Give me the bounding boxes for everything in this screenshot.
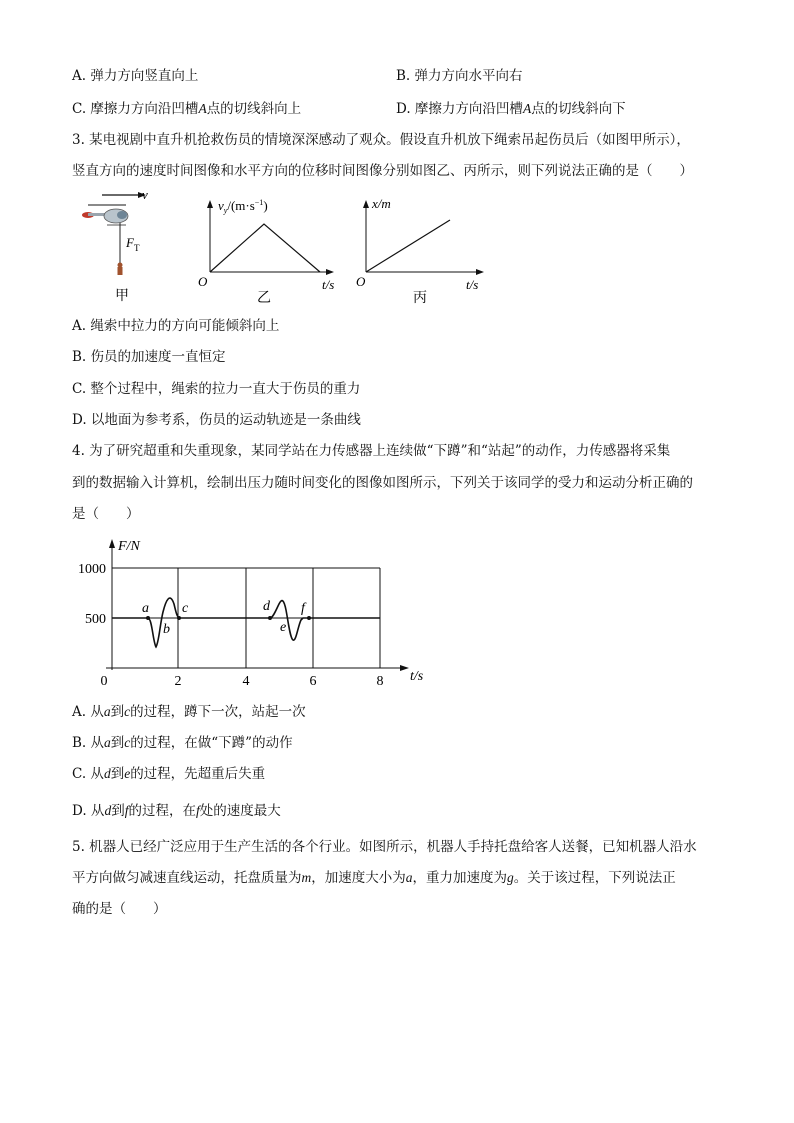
yi-y-label: $v_y/(m\cdot s^{-1})$ — [218, 198, 268, 215]
q4-option-d-post: 处的速度最大 — [199, 803, 281, 819]
q2-option-d — [396, 100, 626, 118]
q4-option-d-p3: f — [195, 803, 200, 818]
caption-jia: 甲 — [115, 289, 129, 304]
q5-var-m: m — [301, 870, 312, 885]
q4-point-d: d — [263, 599, 270, 614]
q3-figure-jia — [80, 185, 170, 310]
q2-option-d-tail: 点的切线斜向下 — [531, 101, 626, 117]
yi-x-label: t/s — [322, 277, 335, 292]
q4-option-b-p1: a — [104, 735, 111, 750]
q2-option-d-point: A — [522, 101, 532, 116]
q4-point-a: a — [142, 601, 149, 616]
tension-label: $F_T$ — [126, 235, 140, 253]
q4-x-tick-0: 0 — [100, 674, 108, 689]
q5-stem-2b: ，加速度大小为 — [311, 870, 406, 886]
yi-x-arrow — [326, 269, 334, 275]
q5-stem-line-2 — [72, 869, 676, 887]
q4-option-a-p2: c — [124, 704, 131, 719]
q4-stem-line-3: 是（ ） — [72, 506, 140, 522]
q3-stem-line-2: 竖直方向的速度时间图像和水平方向的位移时间图像分别如图乙、丙所示，则下列说法正确的是（ ） — [72, 163, 693, 179]
q4-option-c — [72, 765, 265, 783]
caption-yi: 乙 — [257, 291, 271, 306]
q4-option-a-p1: a — [103, 704, 111, 719]
q4-option-a-pre: A. 从 — [72, 704, 104, 720]
q2-option-a: A. 弹力方向竖直向上 — [72, 68, 199, 84]
q5-var-a: a — [405, 870, 413, 885]
q4-option-d-p1: d — [104, 803, 112, 818]
q4-option-d-p2: f — [124, 803, 129, 818]
q3-option-d: D. 以地面为参考系，伤员的运动轨迹是一条曲线 — [72, 412, 361, 428]
bing-y-arrow — [363, 200, 369, 208]
q4-option-a-post: 的过程，蹲下一次，站起一次 — [130, 704, 306, 720]
q4-option-c-pre: C. 从 — [72, 766, 104, 782]
yi-velocity-curve — [210, 224, 320, 272]
q4-x-tick-4: 4 — [242, 674, 250, 689]
caption-bing: 丙 — [413, 291, 427, 306]
q4-point-f: f — [301, 601, 305, 616]
q3-option-c: C. 整个过程中，绳索的拉力一直大于伤员的重力 — [72, 381, 361, 397]
q2-option-c-text: C. 摩擦力方向沿凹槽 — [72, 101, 199, 117]
q5-stem-2c: ，重力加速度为 — [412, 870, 507, 886]
q4-option-b-post: 的过程，在做“下蹲”的动作 — [130, 735, 293, 751]
q4-option-d — [72, 802, 281, 820]
q4-option-d-mid: 到 — [111, 803, 125, 819]
q5-var-g: g — [507, 870, 514, 885]
q2-option-c-tail: 点的切线斜向上 — [206, 101, 302, 117]
yi-origin-label: O — [198, 274, 208, 289]
q4-point-e: e — [280, 620, 287, 635]
q2-option-c-point: A — [198, 101, 207, 116]
q2-option-c — [72, 100, 301, 118]
q3-stem-line-1: 3. 某电视剧中直升机抢救伤员的情境深深感动了观众。假设直升机放下绳索吊起伤员后（如图甲所示）， — [72, 132, 690, 148]
q4-y-tick-1000: 1000 — [78, 562, 106, 577]
q4-x-tick-8: 8 — [376, 674, 384, 689]
q3-figure-bing — [352, 190, 492, 310]
velocity-label: v — [142, 187, 148, 202]
q4-x-tick-2: 2 — [174, 674, 182, 689]
q4-force-time-graph — [60, 530, 440, 695]
q4-option-c-p1: d — [103, 766, 111, 781]
q4-point-b: b — [163, 622, 170, 637]
q4-x-tick-6: 6 — [309, 674, 317, 689]
bing-x-label: t/s — [466, 277, 479, 292]
yi-y-arrow — [207, 200, 213, 208]
q4-option-c-mid: 到 — [110, 766, 125, 782]
q3-figure-yi — [196, 190, 356, 310]
q4-stem-line-1: 4. 为了研究超重和失重现象，某同学站在力传感器上连续做“下蹲”和“站起”的动作，力传感器将采集 — [72, 443, 671, 459]
q5-stem-line-1: 5. 机器人已经广泛应用于生产生活的各个行业。如图所示，机器人手持托盘给客人送餐，已知机器人沿水 — [72, 839, 697, 855]
q4-x-arrow — [400, 665, 409, 671]
q4-option-a — [72, 703, 306, 721]
q4-option-a-mid: 到 — [110, 704, 125, 720]
bing-y-label: x/m — [372, 196, 391, 211]
q5-stem-2a: 平方向做匀减速直线运动，托盘质量为 — [72, 870, 302, 886]
q4-option-b — [72, 734, 293, 752]
q4-option-b-mid: 到 — [110, 735, 125, 751]
bing-origin-label: O — [356, 274, 366, 289]
q4-option-c-post: 的过程，先超重后失重 — [130, 766, 266, 782]
q5-stem-2d: 。关于该过程，下列说法正 — [513, 870, 676, 886]
bing-x-arrow — [476, 269, 484, 275]
q4-option-b-p2: c — [124, 735, 131, 750]
helicopter-icon — [82, 205, 128, 225]
q4-point-c: c — [182, 601, 189, 616]
q3-option-a: A. 绳索中拉力的方向可能倾斜向上 — [72, 318, 280, 334]
q4-stem-line-2: 到的数据输入计算机，绘制出压力随时间变化的图像如图所示，下列关于该同学的受力和运动分析正确的 — [72, 475, 693, 491]
q5-stem-line-3: 确的是（ ） — [72, 901, 167, 917]
q2-option-d-text: D. 摩擦力方向沿凹槽 — [396, 101, 523, 117]
q4-option-d-pre: D. 从 — [72, 803, 105, 819]
q4-y-tick-500: 500 — [85, 612, 106, 627]
bing-displacement-line — [366, 220, 450, 272]
q4-y-arrow — [109, 539, 115, 548]
q4-option-d-mid2: 的过程，在 — [128, 803, 196, 819]
q4-option-b-pre: B. 从 — [72, 735, 105, 751]
q4-option-c-p2: e — [124, 766, 131, 781]
injured-person-icon — [118, 263, 123, 276]
q4-x-label: t/s — [410, 669, 424, 684]
q3-option-b: B. 伤员的加速度一直恒定 — [72, 349, 226, 365]
q2-option-b: B. 弹力方向水平向右 — [396, 68, 523, 84]
q4-y-label: F/N — [118, 539, 140, 554]
